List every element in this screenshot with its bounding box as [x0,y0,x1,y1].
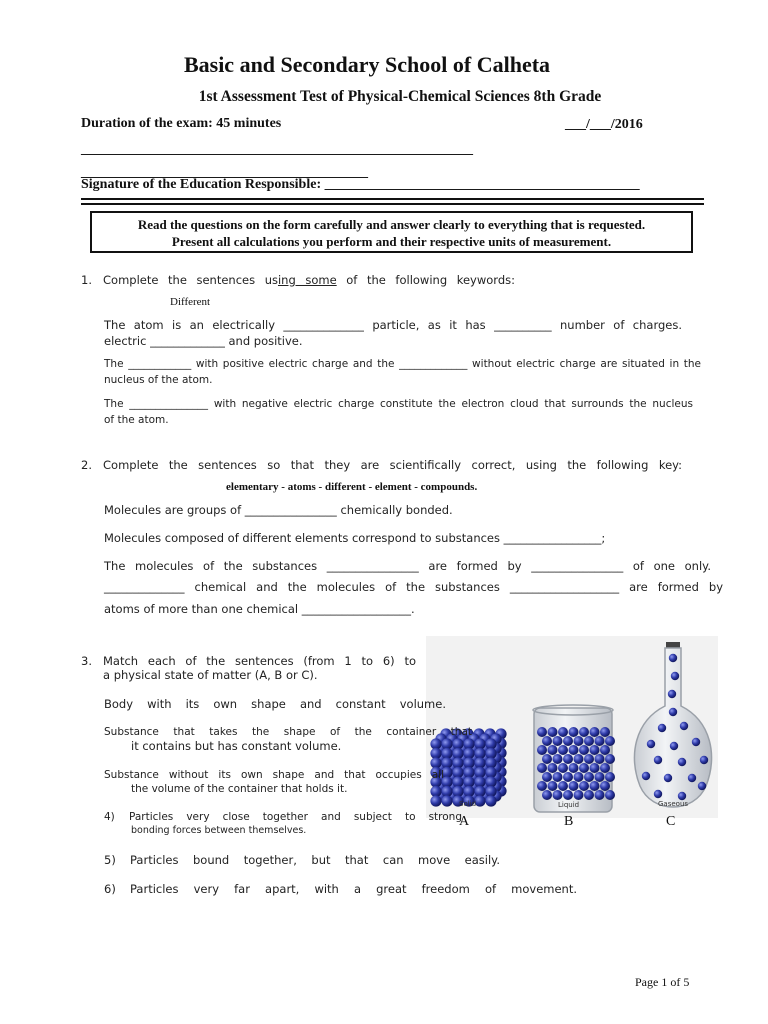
q3-item2-line1: Substance that takes the shape of the container that [104,726,472,738]
q3-item5: Particles bound together, but that can move easily. [130,853,500,867]
q1-sentence2-line2: nucleus of the atom. [104,374,213,386]
gas-particle [671,672,679,680]
liquid-particle [537,745,547,755]
caption-liquid: Liquid [558,801,580,809]
liquid-particle [553,772,563,782]
q1-prompt-underlined: ing some [277,273,337,287]
liquid-particle [595,754,605,764]
q1-prompt [103,273,515,288]
q3-item4-line1: Particles very close together and subject to strong [129,811,462,823]
gas-particle [698,782,706,790]
q2-sentence3-line1: The molecules of the substances ________________ are formed by ________________ of one only. [104,559,711,573]
liquid-particle [600,763,610,773]
liquid-particle [574,736,584,746]
gas-particle [668,690,676,698]
liquid-particle [553,754,563,764]
liquid-particle [563,790,573,800]
solid-particle [441,795,452,806]
flask-gas [634,642,711,807]
q1-sentence3-line1: The _______________ with negative electric charge constitute the electron cloud that surrounds the nucleus [104,398,693,410]
gas-particle [664,774,672,782]
liquid-particle [584,736,594,746]
solid-particle [474,795,485,806]
liquid-particle [548,781,558,791]
q2-sentence3-line3: atoms of more than one chemical ___________________. [104,602,415,616]
q3-item4-line2: bonding forces between themselves. [131,825,307,836]
q3-item4-number: 4) [104,811,115,823]
liquid-particle [590,763,600,773]
liquid-particle [579,763,589,773]
gas-particle [688,774,696,782]
liquid-particle [569,763,579,773]
page-number: Page 1 of 5 [635,975,690,989]
exam-duration: Duration of the exam: 45 minutes [81,116,282,131]
liquid-particle [569,745,579,755]
caption-gas: Gaseous [658,800,689,808]
liquid-particle [600,781,610,791]
gas-particle [678,792,686,800]
solid-particle [485,795,496,806]
q3-item5-number: 5) [104,853,116,867]
q3-item2-line2: it contains but has constant volume. [131,739,342,753]
liquid-particle [548,727,558,737]
gas-particle [654,756,662,764]
caption-solid: Solid [459,800,477,808]
liquid-particle [595,736,605,746]
liquid-particle [569,781,579,791]
test-title: 1st Assessment Test of Physical-Chemical Sciences 8th Grade [198,88,602,105]
liquid-particle [537,763,547,773]
liquid-particle [579,727,589,737]
liquid-particle [563,772,573,782]
liquid-particle [574,754,584,764]
q1-number: 1. [81,273,92,287]
label-b: B [564,814,574,829]
gas-particle [670,742,678,750]
liquid-particle [605,772,615,782]
gas-particle [669,654,677,662]
liquid-particle [574,790,584,800]
q1-sentence3-line2: of the atom. [104,414,169,426]
gas-particle [647,740,655,748]
liquid-particle [548,745,558,755]
liquid-particle [574,772,584,782]
liquid-particle [542,772,552,782]
liquid-particle [600,745,610,755]
liquid-particle [600,727,610,737]
gas-particle [700,756,708,764]
label-c: C [666,814,676,829]
liquid-particle [558,781,568,791]
liquid-particle [542,790,552,800]
header-divider-top [81,198,704,200]
q1-sentence1-line2: electric _____________ and positive. [104,334,303,348]
liquid-particle [579,781,589,791]
label-a: A [459,814,470,829]
name-blank-line-2: _________________________________________ [81,165,368,180]
liquid-particle [537,727,547,737]
q1-sentence1-line1: The atom is an electrically ______________ particle, as it has __________ number of charges. [104,318,682,332]
liquid-particle [584,754,594,764]
liquid-particle [563,754,573,764]
header-divider-bottom [81,203,704,205]
liquid-particle [537,781,547,791]
instructions-line-1: Read the questions on the form carefully and answer clearly to everything that is requested. [137,217,646,232]
liquid-particle [563,736,573,746]
solid-particle [430,795,441,806]
q3-item3-line1: Substance without its own shape and that occupies all [104,769,444,781]
q2-sentence2: Molecules composed of different elements correspond to substances _________________; [104,531,606,545]
beaker-liquid [533,705,615,812]
liquid-particle [558,763,568,773]
supervisor-signature: Signature of the Education Responsible: _____________________________________________ [81,177,640,192]
gas-particle [642,772,650,780]
liquid-particle [605,790,615,800]
liquid-particle [553,790,563,800]
q2-key: elementary - atoms - different - element - compounds. [226,481,478,493]
liquid-particle [584,790,594,800]
q1-keyword: Different [170,296,211,308]
q1-sentence2-line1: The ____________ with positive electric charge and the _____________ without electric charge are situated in the [104,358,701,370]
liquid-particle [605,754,615,764]
liquid-particle [579,745,589,755]
q2-sentence1: Molecules are groups of ________________ chemically bonded. [104,503,453,517]
q2-prompt: Complete the sentences so that they are scientifically correct, using the following key: [103,458,682,472]
liquid-particle [569,727,579,737]
liquid-particle [595,772,605,782]
gas-particle [678,758,686,766]
q1-prompt-part: Complete the sentences us [103,273,278,287]
gas-particle [692,738,700,746]
liquid-particle [542,754,552,764]
school-title: Basic and Secondary School of Calheta [183,52,551,77]
liquid-particle [542,736,552,746]
liquid-particle [605,736,615,746]
instructions-line-2: Present all calculations you perform and their respective units of measurement. [171,234,612,249]
q3-item1: Body with its own shape and constant volume. [104,697,446,711]
q3-prompt-line1: Match each of the sentences (from 1 to 6) to [103,654,416,668]
liquid-particle [558,727,568,737]
q3-prompt-line2: a physical state of matter (A, B or C). [103,668,318,682]
q2-sentence3-line2: ______________ chemical and the molecules of the substances ___________________ are formed by [104,580,723,594]
liquid-particle [548,763,558,773]
q3-item3-line2: the volume of the container that holds it. [131,783,348,795]
gas-particle [658,724,666,732]
gas-particle [654,790,662,798]
liquid-particle [553,736,563,746]
liquid-particle [558,745,568,755]
gas-particle [680,722,688,730]
q3-item6-number: 6) [104,882,116,896]
gas-particle [669,708,677,716]
q3-number: 3. [81,654,92,668]
liquid-particle [595,790,605,800]
q3-item6: Particles very far apart, with a great freedom of movement. [130,882,577,896]
liquid-particle [590,781,600,791]
q1-prompt-part: of the following keywords: [336,273,515,287]
liquid-particle [590,745,600,755]
instructions-box [90,211,693,253]
name-blank-line-1: ________________________________________________________ [81,142,473,157]
liquid-particle [590,727,600,737]
exam-date: ___/___/2016 [565,117,643,132]
q2-number: 2. [81,458,92,472]
liquid-particle [584,772,594,782]
